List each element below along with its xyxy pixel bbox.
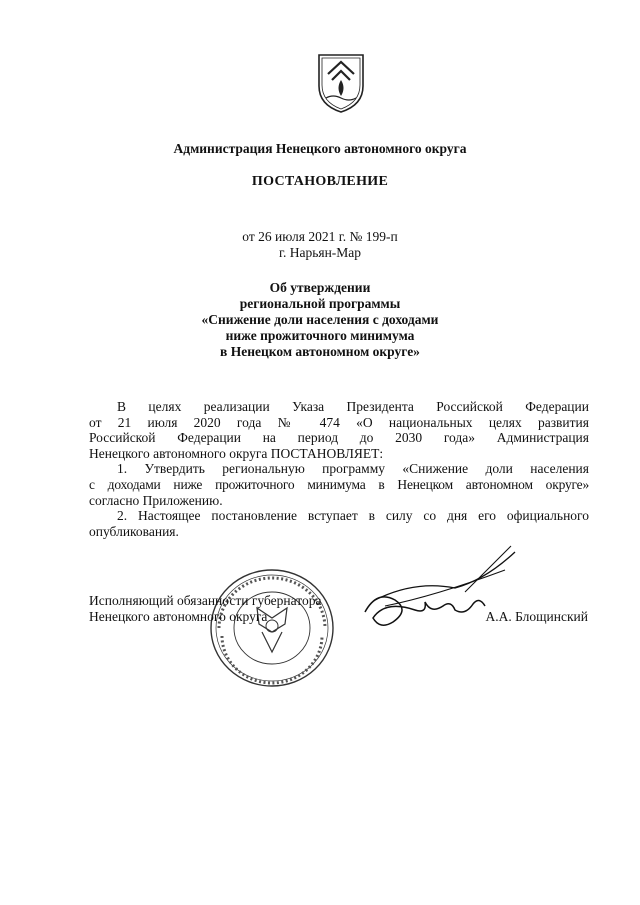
- body-line: В целях реализации Указа Президента Российской Федерации: [117, 399, 589, 414]
- date-number: от 26 июля 2021 г. № 199-п: [242, 229, 398, 244]
- official-seal-icon: [207, 566, 337, 690]
- body-line: 2. Настоящее постановление вступает в силу со дня его официального: [117, 508, 589, 524]
- title-line: ниже прожиточного минимума: [225, 328, 415, 343]
- document-type: ПОСТАНОВЛЕНИЕ: [251, 174, 389, 189]
- date-and-place: [0, 229, 640, 261]
- organization-name: Администрация Ненецкого автономного округа: [173, 141, 467, 156]
- body-line: от 21 июля 2020 года № 474 «О национальных целях развития: [89, 414, 589, 430]
- document-body: [89, 399, 589, 539]
- title-line: Об утверждении: [269, 280, 371, 295]
- signatory-name: А.А. Блощинский: [485, 609, 588, 624]
- title-line: в Ненецком автономном округе»: [220, 344, 420, 359]
- title-line: «Снижение доли населения с доходами: [201, 312, 439, 327]
- handwritten-signature-icon: [355, 540, 525, 640]
- coat-of-arms-icon: [316, 52, 366, 114]
- position-line: Ненецкого автономного округа: [89, 609, 268, 624]
- document-title: [0, 280, 640, 360]
- place: г. Нарьян-Мар: [278, 245, 362, 260]
- signatory-position: [89, 593, 321, 625]
- title-line: региональной программы: [239, 296, 401, 311]
- body-line: Ненецкого автономного округа ПОСТАНОВЛЯЕТ:: [89, 445, 384, 461]
- position-line: Исполняющий обязанности губернатора: [89, 593, 322, 608]
- body-line: согласно Приложению.: [89, 492, 223, 508]
- body-line: опубликования.: [89, 523, 179, 539]
- body-line: Российской Федерации на период до 2030 года» Администрация: [89, 430, 589, 446]
- body-line: 1. Утвердить региональную программу «Снижение доли населения: [117, 461, 589, 477]
- body-line: с доходами ниже прожиточного минимума в Ненецком автономном округе»: [89, 476, 589, 492]
